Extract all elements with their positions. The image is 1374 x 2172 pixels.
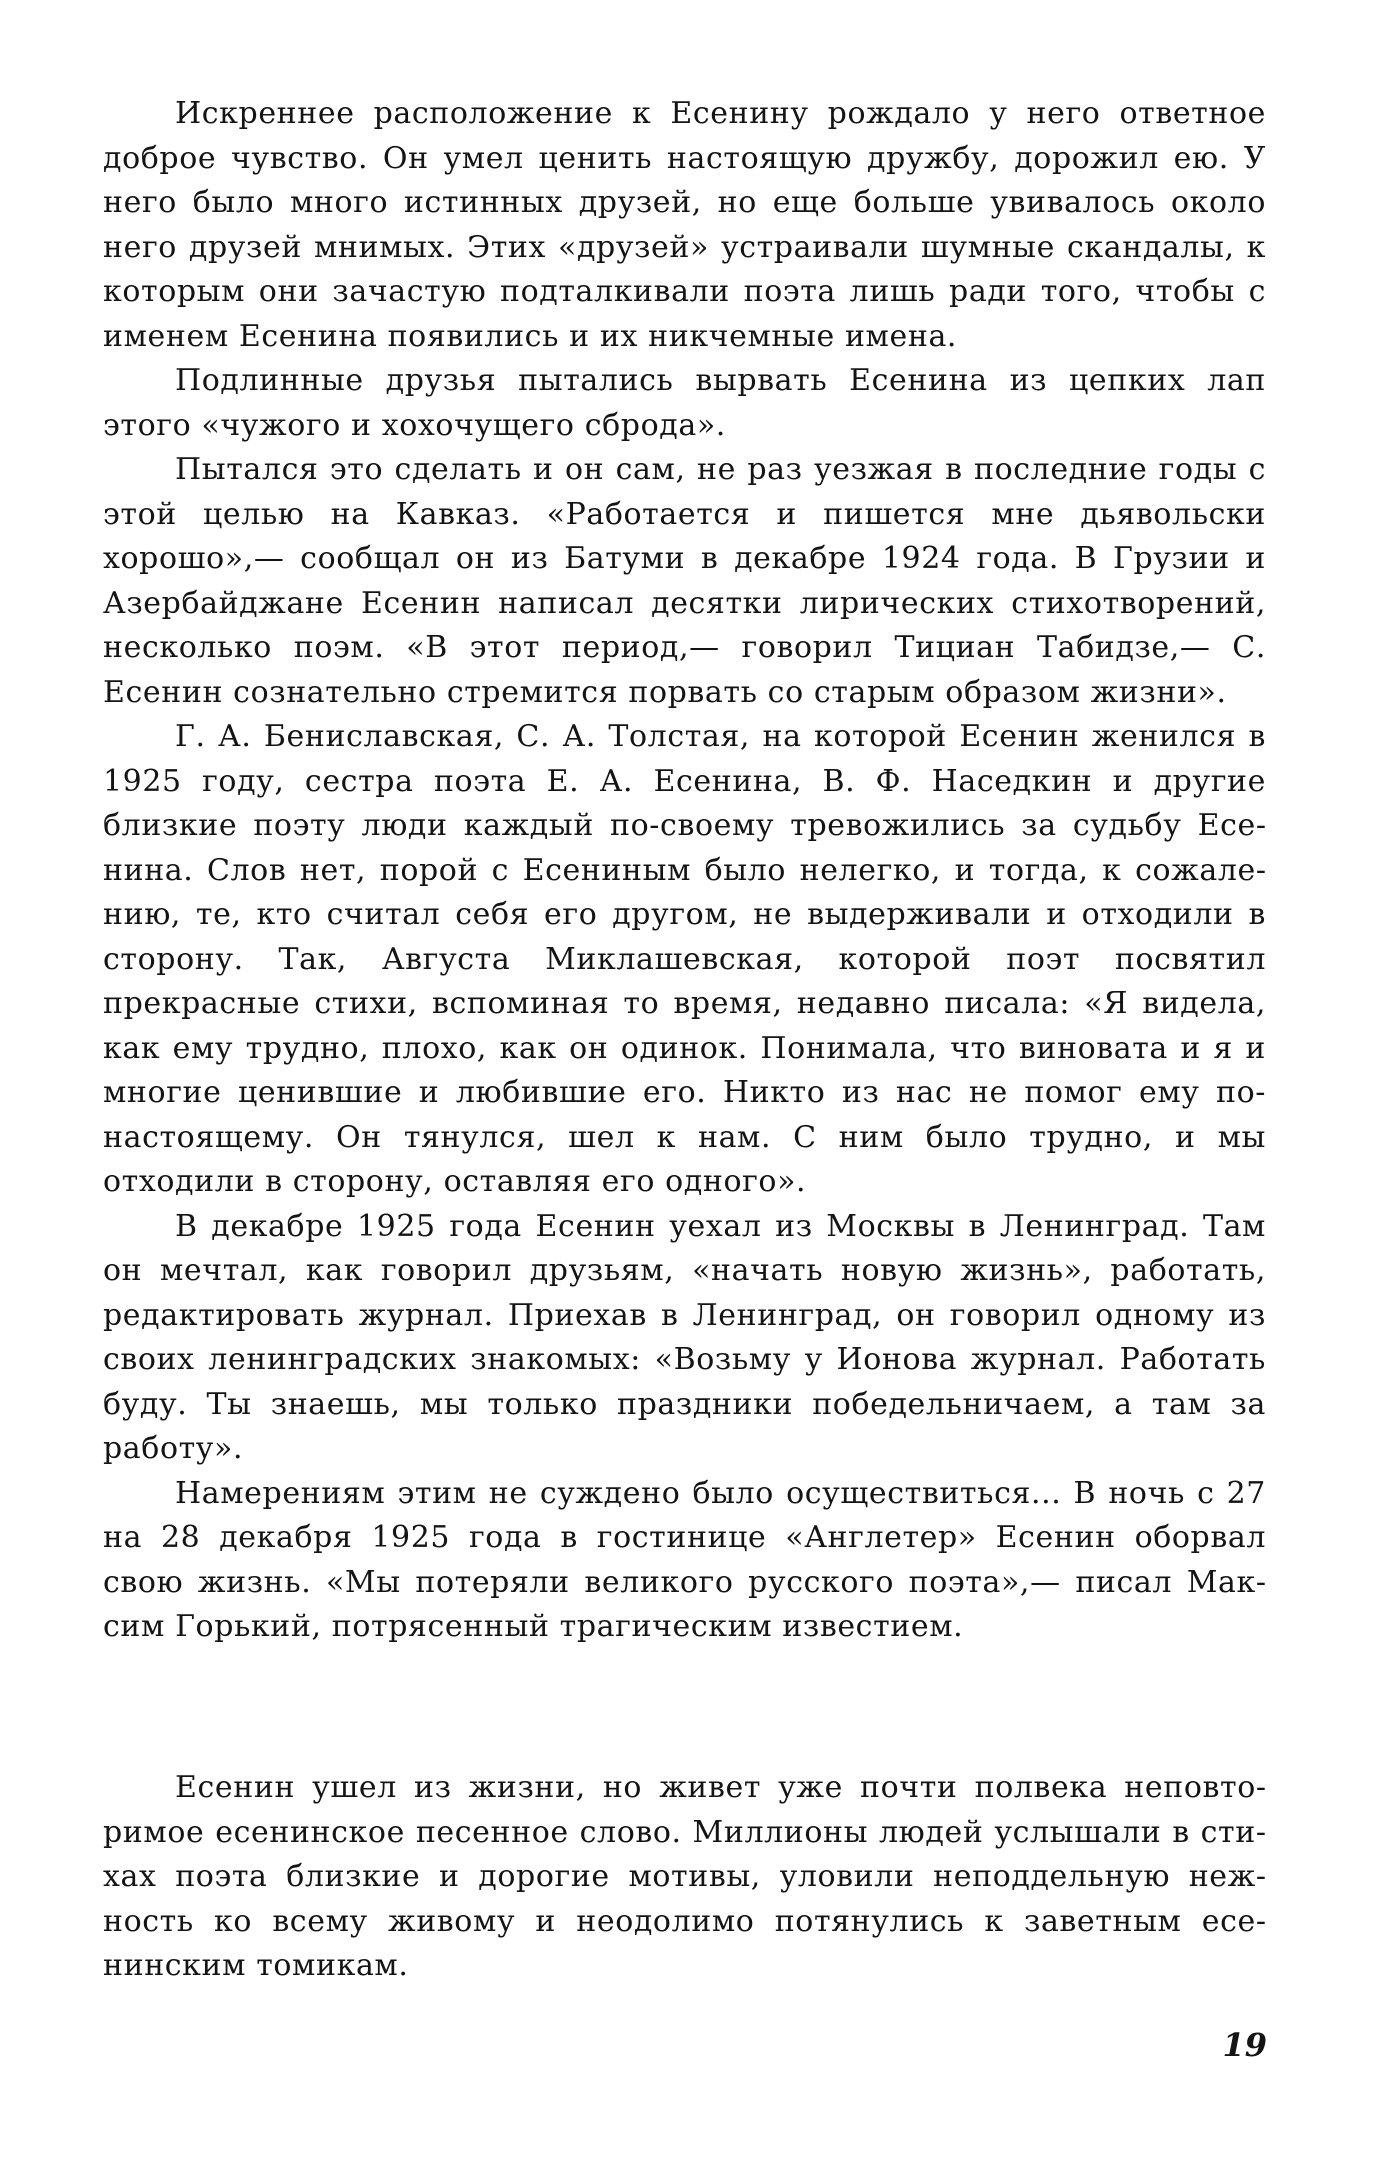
main-text-block [103, 92, 1266, 1650]
paragraph-caucasus: Пытался это сделать и он сам, не раз уезжая в последние годы с этой целью на Кавказ. «Работается и пишется мне дьявольски хорошо»,— сообщал он из Батуми в декабре 1924 года. В Грузии и Азербайджане Есенин написал десятки лирических стихотворений, несколько поэм. «В этот период,— говорил Тициан Табидзе,— С. Есенин сознательно стремится порвать со старым образом жизни». [103, 452, 1266, 710]
paragraph-close-people: Г. А. Бениславская, С. А. Толстая, на которой Есенин женился в 1925 году, сестра поэта Е. А. Есенина, В. Ф. Наседкин и другие близкие поэту люди каждый по-своему тревожились за судьбу Есенина. Слов нет, порой с Есениным было нелегко, и тогда, к сожалению, те, кто считал себя его другом, не выдерживали и отходили в сторону. Так, Августа Миклашевская, которой поэт посвятил прекрасные стихи, вспоминая то время, недавно писала: «Я видела, как ему трудно, плохо, как он одинок. Понимала, что виновата и я и многие ценившие и любившие его. Никто из нас не помог ему по-настоящему. Он тянулся, шел к нам. С ним было трудно, и мы отходили в сторону, оставляя его одного». [103, 719, 1266, 1199]
paragraph-legacy: Есенин ушел из жизни, но живет уже почти полвека неповторимое есенинское песенное слово. Миллионы людей услышали в стихах поэта близкие и дорогие мотивы, уловили неподдельную нежность ко всему живому и неодолимо потянулись к заветным есенинским томикам. [103, 1770, 1266, 1983]
paragraph-friendship: Искреннее расположение к Есенину рождало у него ответное доброе чувство. Он умел ценить настоящую дружбу, дорожил ею. У него было много истинных друзей, но еще больше увивалось около него друзей мнимых. Этих «друзей» устраивали шумные скандалы, к которым они зачастую подталкивали поэта лишь ради того, чтобы с именем Есенина появились и их никчемные имена. [103, 96, 1266, 354]
paragraph-death: Намерениям этим не суждено было осуществиться... В ночь с 27 на 28 декабря 1925 года в гостинице «Англетер» Есенин оборвал свою жизнь. «Мы потеряли великого русского поэта»,— писал Максим Горький, потрясенный трагическим известием. [103, 1475, 1266, 1644]
closing-text-block [103, 1766, 1266, 1989]
paragraph-leningrad: В декабре 1925 года Есенин уехал из Москвы в Ленинград. Там он мечтал, как говорил друзьям, «начать новую жизнь», работать, редактировать журнал. Приехав в Ленинград, он говорил одному из своих ленинградских знакомых: «Возьму у Ионова журнал. Работать буду. Ты знаешь, мы только праздники победельничаем, а там за работу». [103, 1208, 1266, 1466]
paragraph-true-friends: Подлинные друзья пытались вырвать Есенина из цепких лап этого «чужого и хохочущего сброда». [103, 363, 1266, 443]
page-number: 19 [1222, 2026, 1267, 2064]
